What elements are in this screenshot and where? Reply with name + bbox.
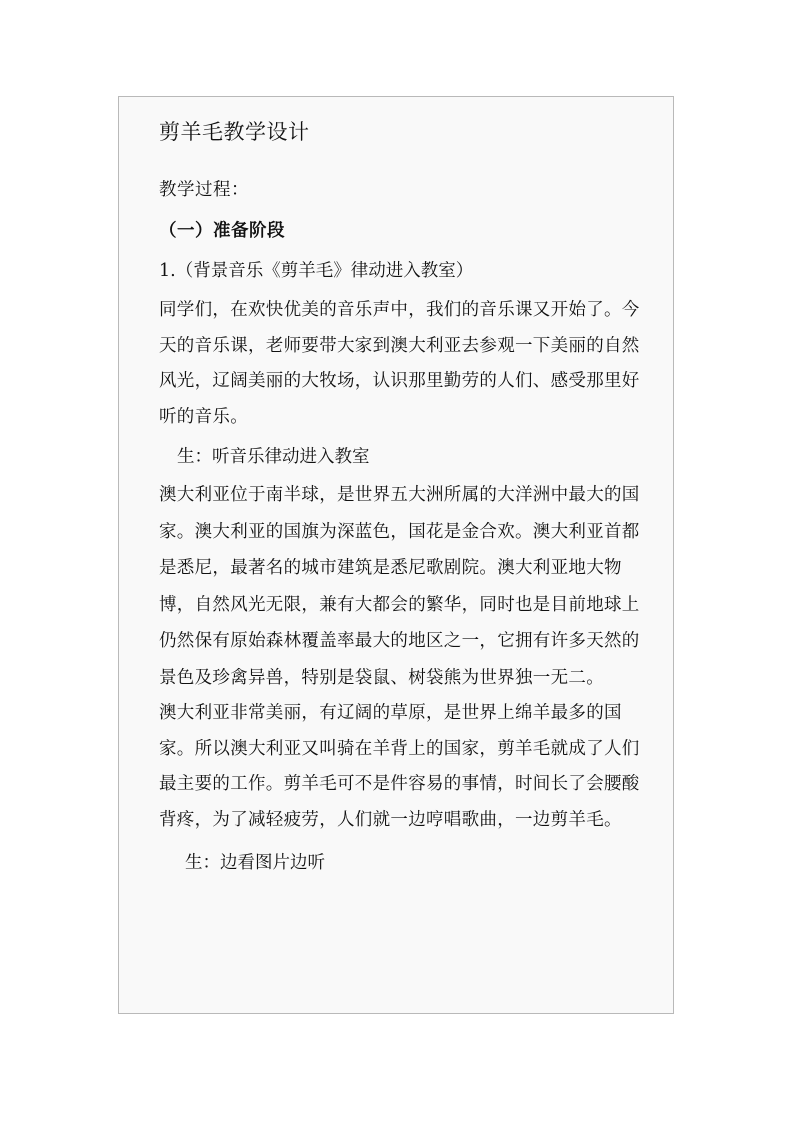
student-activity-1: 生：听音乐律动进入教室 (177, 447, 370, 467)
paragraph-australia-overview: 澳大利亚位于南半球，是世界五大洲所属的大洋洲中最大的国家。澳大利亚的国旗为深蓝色，国花是金合欢。澳大利亚首都是悉尼，最著名的城市建筑是悉尼歌剧院。澳大利亚地大物博，自然风光无限，兼有大都会的繁华，同时也是目前地球上仍然保有原始森林覆盖率最大的地区之一，它拥有许多天然的景色及珍禽异兽，特别是袋鼠、树袋熊为世界独一无二。 (159, 485, 640, 688)
step-1-text: 1.（背景音乐《剪羊毛》律动进入教室） (159, 261, 474, 281)
stage-heading-preparation: （一）准备阶段 (159, 221, 285, 241)
document-title: 剪羊毛教学设计 (159, 120, 310, 144)
document-content (159, 117, 649, 881)
document-page (118, 96, 674, 1014)
paragraph-sheep-shearing: 澳大利亚非常美丽，有辽阔的草原，是世界上绵羊最多的国家。所以澳大利亚又叫骑在羊背上的国家，剪羊毛就成了人们最主要的工作。剪羊毛可不是件容易的事情，时间长了会腰酸背疼，为了减轻疲劳，人们就一边哼唱歌曲，一边剪羊毛。 (159, 703, 640, 830)
paragraph-intro: 同学们，在欢快优美的音乐声中，我们的音乐课又开始了。今天的音乐课，老师要带大家到澳大利亚去参观一下美丽的自然风光，辽阔美丽的大牧场，认识那里勤劳的人们、感受那里好听的音乐。 (159, 300, 640, 427)
section-label-teaching-process: 教学过程： (159, 180, 249, 200)
student-activity-2: 生：边看图片边听 (185, 853, 325, 873)
